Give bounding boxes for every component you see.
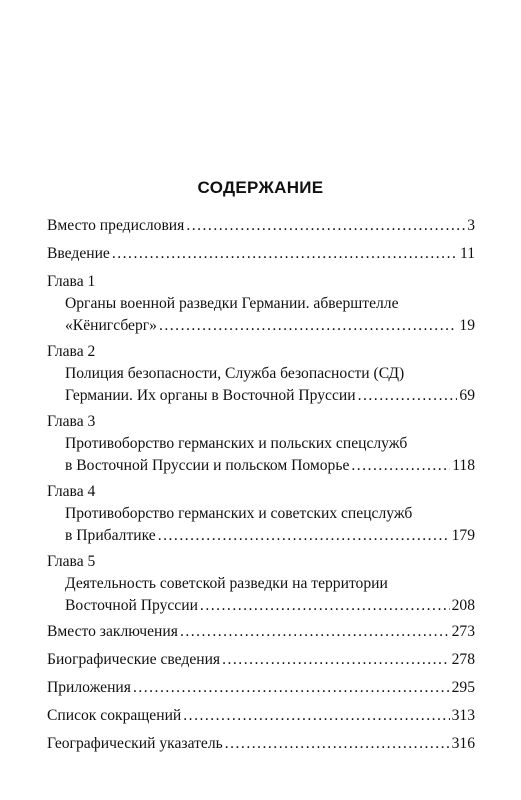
dot-leader (351, 455, 450, 477)
chapter-title-line-1: Противоборство германских и советских спецслужб (65, 505, 413, 522)
dot-leader (358, 385, 458, 407)
toc-entry-title: Биографические сведения (47, 651, 221, 668)
page-number: 19 (459, 317, 475, 334)
page-number: 179 (451, 527, 475, 544)
toc-entry-introduction (47, 243, 475, 265)
toc-entry-abbreviations (47, 705, 475, 727)
dot-leader (183, 705, 449, 727)
page-number: 313 (451, 707, 475, 724)
page-number: 69 (459, 387, 475, 404)
chapter-title-line-2: «Кёнигсберг» (65, 317, 157, 334)
page-number: 118 (452, 457, 475, 474)
dot-leader (112, 243, 458, 265)
page-number: 208 (451, 597, 475, 614)
chapter-title-line-2: Восточной Пруссии (65, 597, 198, 614)
toc-entry-title: Список сокращений (47, 707, 182, 724)
dot-leader (158, 525, 450, 547)
chapter-title-line-1: Полиция безопасности, Служба безопасности (СД) (65, 365, 405, 382)
toc-entry-chapter-2 (47, 341, 475, 407)
toc-line (65, 595, 475, 617)
toc-line (47, 705, 475, 727)
toc-entry-conclusion (47, 621, 475, 643)
toc-line (47, 243, 475, 265)
toc-entry-title: Вместо заключения (47, 623, 178, 640)
page-title: СОДЕРЖАНИЕ (197, 178, 324, 197)
chapter-title-line-1: Органы военной разведки Германии. абверштелле (65, 295, 399, 312)
page-number: 11 (459, 245, 475, 262)
toc-line (65, 315, 475, 337)
chapter-title-line-1: Деятельность советской разведки на территории (65, 575, 388, 592)
toc-line (47, 621, 475, 643)
dot-leader (180, 621, 450, 643)
toc-entry-title: Географический указатель (47, 735, 223, 752)
chapter-label: Глава 2 (47, 343, 96, 360)
toc-entry-geographic-index (47, 733, 475, 755)
toc-line (47, 733, 475, 755)
chapter-title-line-2: в Восточной Пруссии и польском Поморье (65, 457, 350, 474)
page-number: 3 (467, 217, 475, 234)
toc-entry-foreword (47, 215, 475, 237)
table-of-contents (47, 215, 475, 761)
chapter-title-block (47, 503, 475, 547)
toc-entry-chapter-3 (47, 411, 475, 477)
toc-entry-title: Приложения (47, 679, 131, 696)
dot-leader (159, 315, 457, 337)
toc-entry-chapter-1 (47, 271, 475, 337)
chapter-title-block (47, 363, 475, 407)
toc-line (47, 649, 475, 671)
toc-entry-title: Вместо предисловия (47, 217, 185, 234)
dot-leader (186, 215, 465, 237)
page-number: 295 (451, 679, 475, 696)
toc-line (47, 215, 475, 237)
chapter-title-line-2: Германии. Их органы в Восточной Пруссии (65, 387, 356, 404)
chapter-label: Глава 4 (47, 483, 96, 500)
dot-leader (225, 733, 450, 755)
toc-line (65, 455, 475, 477)
chapter-label: Глава 3 (47, 413, 96, 430)
toc-line (65, 385, 475, 407)
chapter-title-line-1: Противоборство германских и польских спецслужб (65, 435, 408, 452)
toc-entry-chapter-5 (47, 551, 475, 617)
chapter-label: Глава 1 (47, 273, 96, 290)
chapter-title-block (47, 573, 475, 617)
chapter-label: Глава 5 (47, 553, 96, 570)
toc-entry-appendices (47, 677, 475, 699)
page-number: 316 (451, 735, 475, 752)
dot-leader (222, 649, 450, 671)
dot-leader (133, 677, 450, 699)
toc-line (65, 525, 475, 547)
toc-line (47, 677, 475, 699)
page-number: 273 (451, 623, 475, 640)
toc-entry-chapter-4 (47, 481, 475, 547)
dot-leader (200, 595, 450, 617)
page-number: 278 (451, 651, 475, 668)
chapter-title-block (47, 293, 475, 337)
chapter-title-block (47, 433, 475, 477)
chapter-title-line-2: в Прибалтике (65, 527, 156, 544)
toc-entry-title: Введение (47, 245, 110, 262)
toc-entry-biographies (47, 649, 475, 671)
